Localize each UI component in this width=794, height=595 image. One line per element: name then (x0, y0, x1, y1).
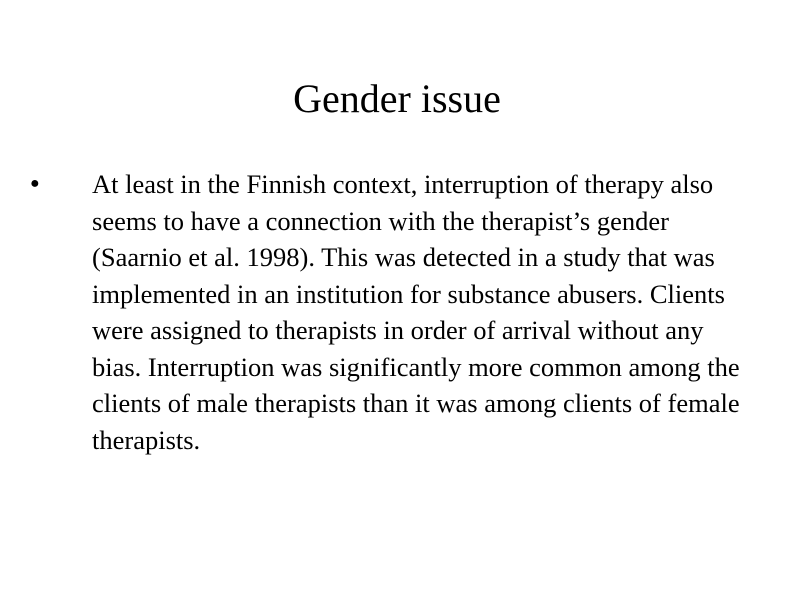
bullet-text: At least in the Finnish context, interruption of therapy also seems to have a connection with the therapist’s gender (Saarnio et al. 1998). This was detected in a study that was implemented in an institution for substance abusers. Clients were assigned to therapists in order of arrival without any bias. Interruption was significantly more common among the clients of male therapists than it was among clients of female therapists. (92, 169, 740, 455)
bullet-list (30, 166, 750, 458)
slide-title: Gender issue (293, 76, 501, 121)
bullet-item (30, 166, 750, 458)
bullet-dot-icon: ● (30, 175, 40, 192)
